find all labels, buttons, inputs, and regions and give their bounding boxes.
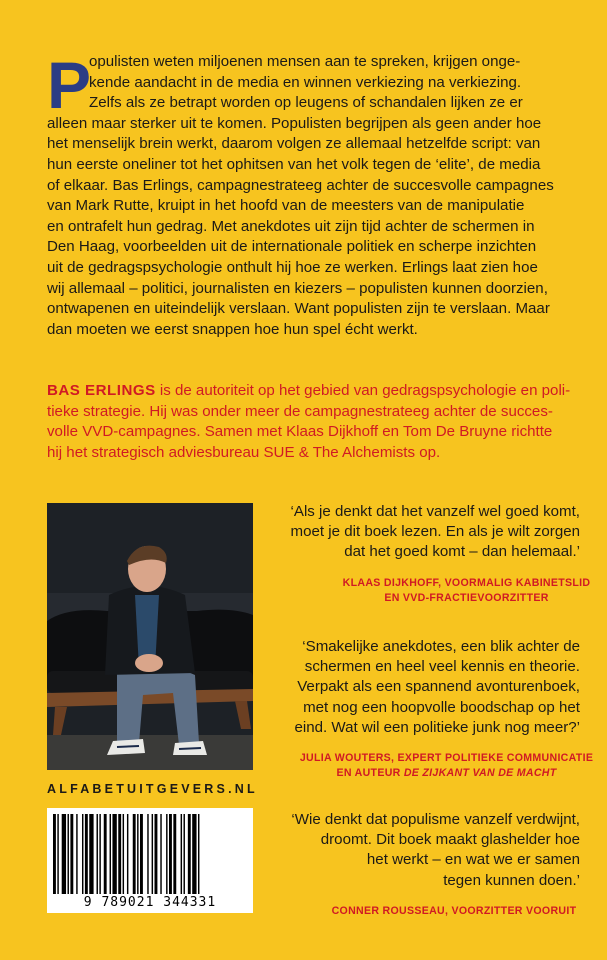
barcode-bar [118, 814, 121, 894]
publisher-website: ALFABETUITGEVERS.NL [47, 782, 258, 796]
barcode-bar [184, 814, 185, 894]
quote-line: eind. Wat wil een politieke junk nog meer?’ [294, 718, 580, 736]
barcode-bar [198, 814, 199, 894]
quote-attribution [299, 751, 594, 781]
barcode-bar [97, 814, 98, 894]
isbn-digits: 9 789021 344331 [83, 895, 217, 910]
barcode-bar [160, 814, 161, 894]
bio-line [47, 381, 577, 402]
barcode-bar [188, 814, 191, 894]
blurb-line: alleen maar sterker uit te komen. Populisten begrijpen als geen ander hoe [47, 114, 542, 132]
quote-line: ‘Smakelijke anekdotes, een blik achter de [302, 638, 580, 655]
author-photo [47, 503, 253, 770]
quote-line: Verpakt als een spannend avonturenboek, [297, 678, 580, 696]
bio-line: tieke strategie. Hij was onder meer de campagnestrateeg achter de succes- [47, 402, 553, 420]
quote-line: ‘Wie denkt dat populisme vanzelf verdwijnt, [291, 811, 580, 828]
drop-cap: P [47, 48, 92, 122]
quote-line: schermen en heel veel kennis en theorie. [304, 658, 580, 676]
quote-text [268, 502, 580, 563]
quote-line: het werkt – en wat we er samen [366, 851, 580, 869]
blurb-line: dan moeten we eerst snappen hoe hun spel écht werkt. [47, 320, 418, 338]
attribution-prefix: EN AUTEUR [336, 767, 404, 780]
blurb-line: hun eerste oneliner tot het ophitsen van het volk tegen de ‘elite’, de media [47, 155, 541, 173]
barcode-bar [155, 814, 158, 894]
bio-line: volle VVD-campagnes. Samen met Klaas Dijkhoff en Tom De Bruyne richtte [47, 423, 553, 441]
quote-attribution [328, 904, 580, 919]
blurb-line: Zelfs als ze betrapt worden op leugens of schandalen lijken ze er [89, 94, 523, 112]
quote-text [268, 810, 580, 891]
quote-line: moet je dit boek lezen. En als je wilt zorgen [290, 523, 580, 541]
isbn-barcode [47, 808, 253, 913]
barcode-bar [133, 814, 136, 894]
barcode-bar [152, 814, 153, 894]
barcode-bar [99, 814, 100, 894]
barcode-bars [47, 808, 253, 894]
barcode-bar [173, 814, 176, 894]
barcode-bar [123, 814, 124, 894]
attribution-line: CONNER ROUSSEAU, VOORZITTER VOORUIT [331, 904, 577, 917]
bio-line: hij het strategisch adviesbureau SUE & The Alchemists op. [47, 443, 441, 461]
quote-line: ‘Als je denkt dat het vanzelf wel goed komt, [290, 503, 580, 520]
blurb-line: ontwapenen en uiteindelijk verslaan. Want populisten zijn te verslaan. Maar [47, 300, 550, 318]
barcode-bar [82, 814, 83, 894]
attribution-line: EN VVD-FRACTIEVOORZITTER [384, 591, 549, 604]
barcode-bar [140, 814, 143, 894]
barcode-bar [110, 814, 111, 894]
barcode-bar [192, 814, 196, 894]
barcode-bar [76, 814, 77, 894]
author-name: BAS ERLINGS [47, 382, 156, 399]
barcode-bar [147, 814, 148, 894]
barcode-bar [137, 814, 138, 894]
bio-line-text: is de autoriteit op het gebied van gedragspsychologie en poli- [155, 382, 571, 399]
barcode-bar [85, 814, 88, 894]
attribution-line: KLAAS DIJKHOFF, VOORMALIG KABINETSLID [342, 576, 591, 589]
blurb-line: en ontrafelt hun gedrag. Met anekdotes uit zijn tijd achter de schermen in [47, 217, 535, 235]
barcode-bar [112, 814, 116, 894]
barcode-bar [181, 814, 182, 894]
quote-attribution [342, 576, 591, 606]
quote-text [268, 637, 580, 738]
blurb-line: wij allemaal – politici, journalisten en kiezers – populisten kunnen doorzien, [47, 279, 548, 297]
barcode-bar [57, 814, 58, 894]
blurb-line: of elkaar. Bas Erlings, campagnestrateeg achter de succesvolle campagnes [47, 176, 554, 194]
review-quote [268, 637, 594, 781]
author-photo-illustration [47, 503, 253, 770]
barcode-bar [166, 814, 167, 894]
review-quote [268, 810, 580, 919]
barcode-bar [169, 814, 172, 894]
barcode-bar [104, 814, 107, 894]
author-bio [47, 381, 577, 463]
blurb-line: kende aandacht in de media en winnen verkiezing na verkiezing. [89, 73, 522, 91]
barcode-bar [70, 814, 73, 894]
barcode-bar [127, 814, 128, 894]
review-quote [268, 502, 591, 606]
blurb-line: van Mark Rutte, kruipt in het hoofd van de meesters van de manipulatie [47, 197, 525, 215]
quote-line: droomt. Dit boek maakt glashelder hoe [320, 831, 580, 849]
attribution-line [336, 766, 556, 781]
book-title: DE ZIJKANT VAN DE MACHT [403, 767, 557, 780]
attribution-line: JULIA WOUTERS, EXPERT POLITIEKE COMMUNICATIE [299, 752, 594, 765]
quote-line: met nog een hoopvolle boodschap op het [303, 698, 580, 716]
barcode-bar [53, 814, 56, 894]
blurb-line: Den Haag, voorbeelden uit de internationale politiek en scherpe inzichten [47, 238, 537, 256]
blurb-line: het menselijk brein werkt, daarom volgen ze allemaal hetzelfde script: van [47, 135, 541, 153]
back-cover-blurb [47, 48, 577, 340]
barcode-bar [89, 814, 93, 894]
blurb-line: opulisten weten miljoenen mensen aan te spreken, krijgen onge- [89, 53, 521, 70]
blurb-line: uit de gedragspsychologie onthult hij hoe ze werken. Erlings laat zien hoe [47, 258, 538, 276]
quote-line: dat het goed komt – dan helemaal.’ [344, 543, 580, 561]
barcode-bar [62, 814, 66, 894]
barcode-bar [68, 814, 69, 894]
quote-line: tegen kunnen doen.’ [443, 871, 580, 889]
